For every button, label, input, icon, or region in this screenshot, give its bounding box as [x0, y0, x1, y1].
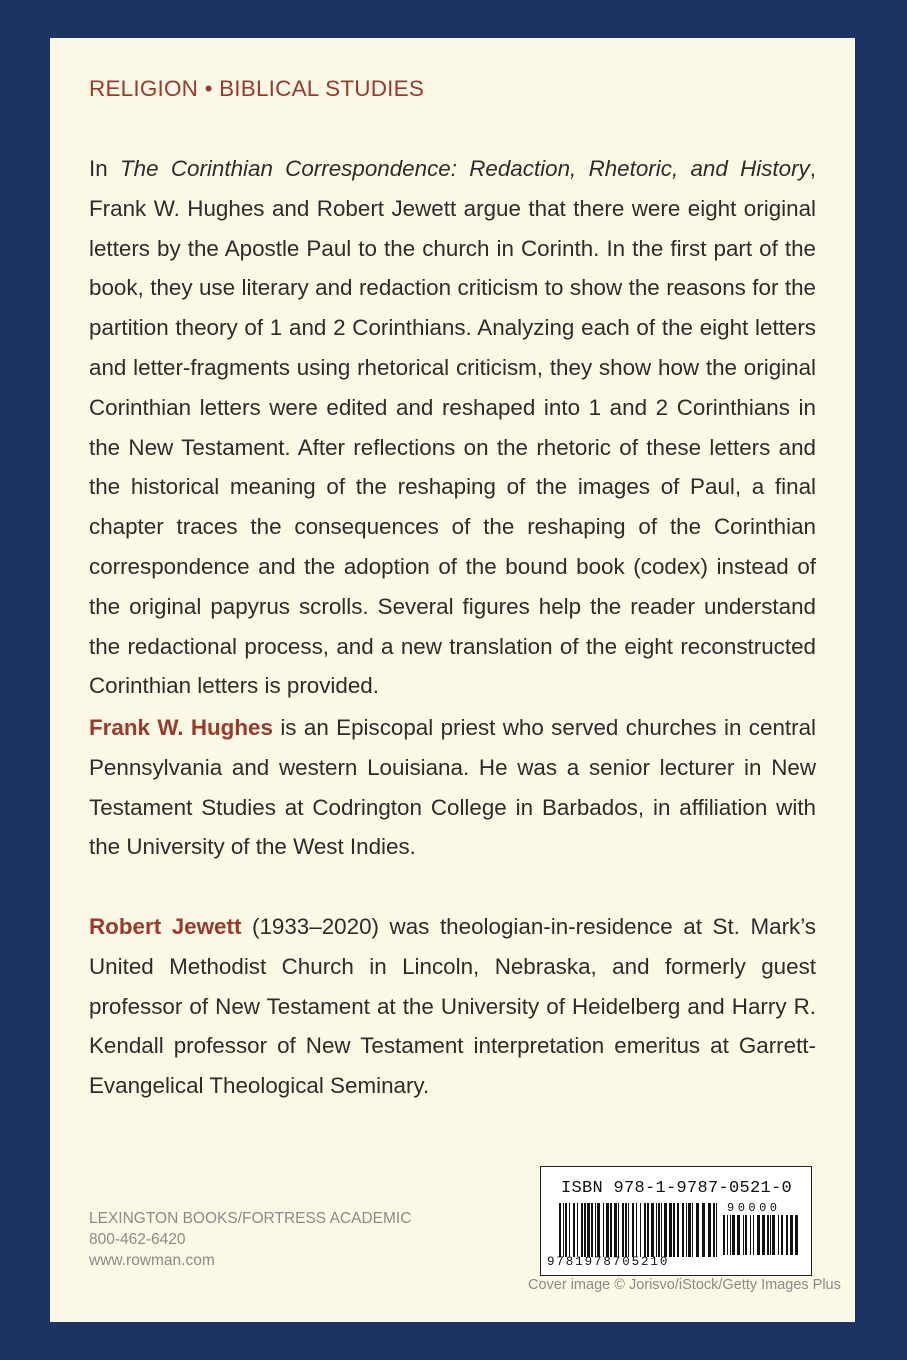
barcode-bar: [597, 1203, 600, 1257]
barcode-bar: [581, 1203, 583, 1257]
cover-image-credit: Cover image © Jorisvo/iStock/Getty Images Plus: [528, 1277, 841, 1293]
publisher-phone: 800-462-6420: [89, 1231, 186, 1248]
barcode-bar: [647, 1203, 649, 1257]
barcode-bar: [651, 1203, 654, 1257]
barcode-bar: [786, 1215, 788, 1255]
barcode-bar: [673, 1203, 675, 1257]
barcode-bar: [753, 1215, 754, 1255]
category-label: RELIGION • BIBLICAL STUDIES: [89, 76, 425, 101]
barcode-bar: [625, 1203, 627, 1257]
barcode-bar: [577, 1203, 578, 1257]
barcode-bar: [688, 1203, 691, 1257]
barcode-bar: [730, 1215, 731, 1255]
barcode-bar: [713, 1203, 715, 1257]
barcode-bar: [606, 1203, 609, 1257]
barcode-bar: [767, 1215, 769, 1255]
back-cover-panel: [50, 38, 855, 1322]
author-name: Frank W. Hughes: [89, 715, 273, 740]
barcode-bar: [591, 1203, 593, 1257]
isbn-barcode: [540, 1166, 812, 1276]
barcode-bar: [692, 1203, 693, 1257]
barcode-bar: [770, 1215, 771, 1255]
ean-barcode-bars: [559, 1203, 719, 1257]
author-bio-text: (1933–2020) was theologian-in-residence at St. Mark’s United Methodist Church in Lincoln, Nebraska, and formerly guest professor of New Testament at the University of Heidelberg and Harry R. Kendall professor of New Testament interpretation emeritus at Garrett-Evangelical Theological Seminary.: [89, 914, 816, 1099]
barcode-bar: [750, 1215, 751, 1255]
barcode-bar: [628, 1203, 629, 1257]
barcode-bar: [772, 1215, 775, 1255]
author-name: Robert Jewett: [89, 914, 242, 939]
barcode-bar: [723, 1215, 725, 1255]
book-title: The Corinthian Correspondence: Redaction, Rhetoric, and History: [119, 156, 810, 181]
barcode-bar: [622, 1203, 624, 1257]
barcode-bar: [632, 1203, 634, 1257]
barcode-bar: [565, 1203, 567, 1257]
barcode-bar: [727, 1215, 728, 1255]
barcode-bar: [644, 1203, 646, 1257]
barcode-bar: [790, 1215, 793, 1255]
barcode-bar: [737, 1215, 740, 1255]
addon-barcode-bars: [723, 1215, 799, 1255]
barcode-bar: [745, 1215, 747, 1255]
barcode-bar: [686, 1203, 687, 1257]
barcode-bar: [595, 1203, 596, 1257]
author-bio-text: is an Episcopal priest who served churches in central Pennsylvania and western Louisiana. He was a senior lecturer in New Testament Studies at Codrington College in Barbados, in affiliation with the University of the West Indies.: [89, 715, 816, 860]
ean-number: 9781978705210: [547, 1255, 670, 1269]
barcode-bar: [587, 1203, 590, 1257]
barcode-bar: [603, 1203, 604, 1257]
barcode-bar: [757, 1215, 760, 1255]
description-intro: In: [89, 156, 120, 181]
author-bio-hughes: [89, 708, 816, 867]
publisher-name: LEXINGTON BOOKS/FORTRESS ACADEMIC: [89, 1210, 412, 1227]
addon-number: 90000: [727, 1201, 781, 1215]
barcode-bar: [559, 1203, 561, 1257]
description-body: , Frank W. Hughes and Robert Jewett argue that there were eight original letters by the Apostle Paul to the church in Corinth. In the first part of the book, they use literary and redaction criticism to show the reasons for the partition theory of 1 and 2 Corinthians. Analyzing each of the eight letters and letter-fragments using rhetorical criticism, they show how the original Corinthian letters were edited and reshaped into 1 and 2 Corinthians in the New Testament. After reflections on the rhetoric of these letters and the historical meaning of the reshaping of the images of Paul, a final chapter traces the consequences of the reshaping of the Corinthian correspondence and the adoption of the bound book (codex) instead of the original papyrus scrolls. Several figures help the reader understand the redactional process, and a new translation of the eight reconstructed Corinthian letters is provided.: [89, 156, 816, 699]
barcode-bar: [732, 1215, 735, 1255]
barcode-bar: [584, 1203, 586, 1257]
barcode-bar: [781, 1215, 783, 1255]
barcode-bar: [669, 1203, 672, 1257]
barcode-bar: [664, 1203, 667, 1257]
barcode-bar: [636, 1203, 637, 1257]
barcode-bar: [563, 1203, 564, 1257]
barcode-bar: [795, 1215, 798, 1255]
barcode-bar: [677, 1203, 679, 1257]
barcode-bar: [716, 1203, 717, 1257]
barcode-bar: [708, 1203, 711, 1257]
barcode-bar: [696, 1203, 699, 1257]
barcode-bar: [682, 1203, 684, 1257]
barcode-bar: [658, 1203, 660, 1257]
barcode-bar: [762, 1215, 765, 1255]
barcode-bar: [743, 1215, 744, 1255]
book-description: [89, 149, 816, 706]
barcode-bar: [618, 1203, 619, 1257]
barcode-bar: [569, 1203, 570, 1257]
barcode-bar: [778, 1215, 779, 1255]
barcode-bar: [614, 1203, 617, 1257]
barcode-bar: [573, 1203, 575, 1257]
publisher-info: [89, 1208, 411, 1271]
publisher-website: www.rowman.com: [89, 1252, 215, 1269]
barcode-bar: [656, 1203, 657, 1257]
barcode-bar: [640, 1203, 641, 1257]
author-bio-jewett: [89, 907, 816, 1106]
barcode-bar: [661, 1203, 662, 1257]
barcode-bar: [702, 1203, 705, 1257]
barcode-bar: [610, 1203, 612, 1257]
isbn-label: ISBN 978-1-9787-0521-0: [561, 1179, 793, 1198]
